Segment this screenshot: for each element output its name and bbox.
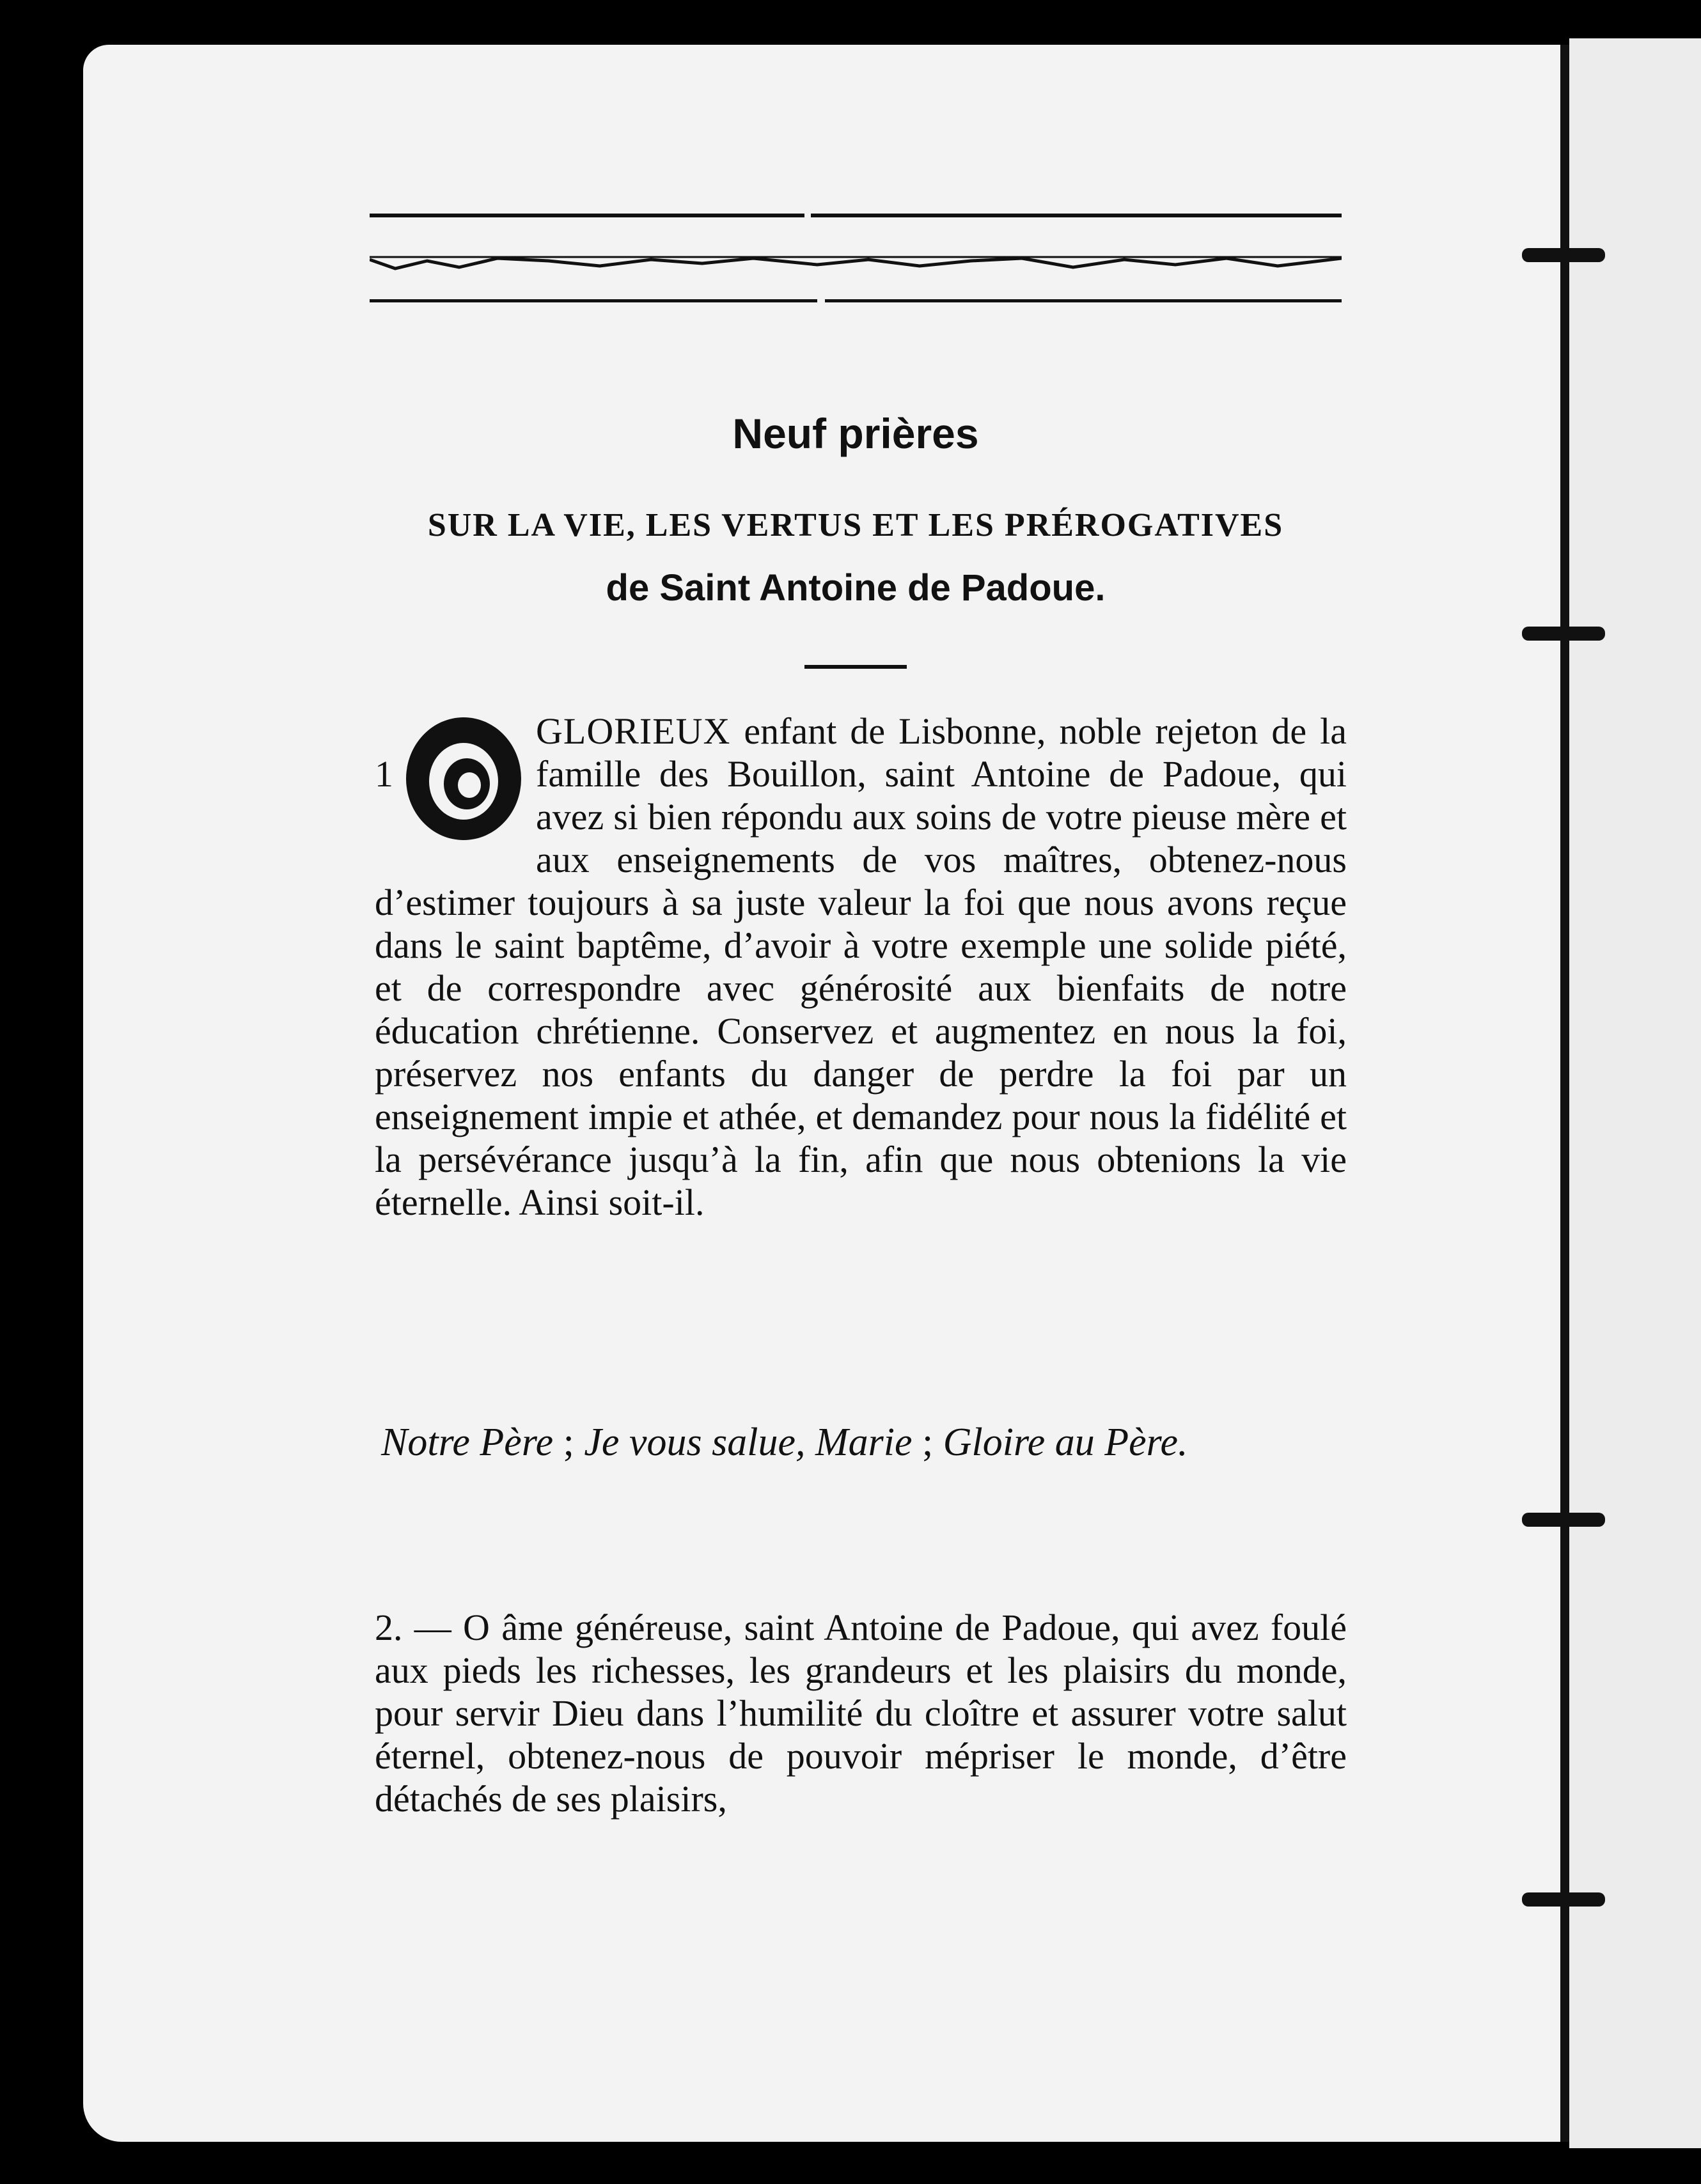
facing-page-edge bbox=[1569, 38, 1701, 2148]
page-title: Neuf prières bbox=[732, 410, 979, 457]
binding-stitch bbox=[1522, 248, 1605, 262]
prayer-2: 2. — O âme généreuse, saint Antoine de Padoue, qui avez foulé aux pieds les richesses, les grandeurs et les plaisirs du monde, pour servir Dieu dans l’humilité du cloître et assurer votre salut éternel, obtenez-nous de pouvoir mépriser le monde, d’être détachés de ses plaisirs, bbox=[375, 1607, 1347, 1820]
invocation-gloire: Gloire au Père. bbox=[943, 1421, 1188, 1464]
dropcap-o-icon bbox=[403, 715, 524, 843]
prayer-invocations bbox=[381, 1413, 1347, 1472]
header-rule-bottom bbox=[370, 299, 1342, 304]
divider-rule bbox=[804, 665, 907, 669]
page-subtitle-saint: de Saint Antoine de Padoue. bbox=[606, 567, 1106, 609]
binding-stitch bbox=[1522, 627, 1605, 641]
prayer-number: 1 bbox=[375, 753, 393, 795]
header-ornament-wavy bbox=[370, 254, 1342, 280]
binding-stitch bbox=[1522, 1513, 1605, 1527]
invocation-separator: ; bbox=[553, 1421, 584, 1464]
prayer-1 bbox=[375, 710, 1347, 1224]
invocation-je-vous-salue: Je vous salue, Marie bbox=[584, 1421, 913, 1464]
binding-stitch bbox=[1522, 1892, 1605, 1907]
book-spine bbox=[1560, 45, 1569, 2142]
invocation-notre-pere: Notre Père bbox=[381, 1421, 554, 1464]
page-subtitle: SUR LA VIE, LES VERTUS ET LES PRÉROGATIVES bbox=[427, 507, 1284, 543]
invocation-separator: ; bbox=[912, 1421, 943, 1464]
prayer-lead-word: GLORIEUX bbox=[536, 710, 731, 752]
prayer-text: enfant de Lisbonne, noble rejeton de la famille des Bouillon, saint Antoine de Padoue, qui avez si bien répondu aux soins de votre pieuse mère et aux enseignements de vos maîtres, obtenez-nous d’estimer toujours à sa juste valeur la foi que nous avons reçue dans le saint baptême, d’avoir à votre exemple une solide piété, et de correspondre avec générosité aux bienfaits de notre éducation chrétienne. Conservez et augmentez en nous la foi, préservez nos enfants du danger de perdre la foi par un enseignement impie et athée, et demandez pour nous la fidélité et la persévérance jusqu’à la fin, afin que nous obtenions la vie éternelle. Ainsi soit-il. bbox=[375, 710, 1347, 1223]
header-rule-top bbox=[370, 214, 1342, 219]
